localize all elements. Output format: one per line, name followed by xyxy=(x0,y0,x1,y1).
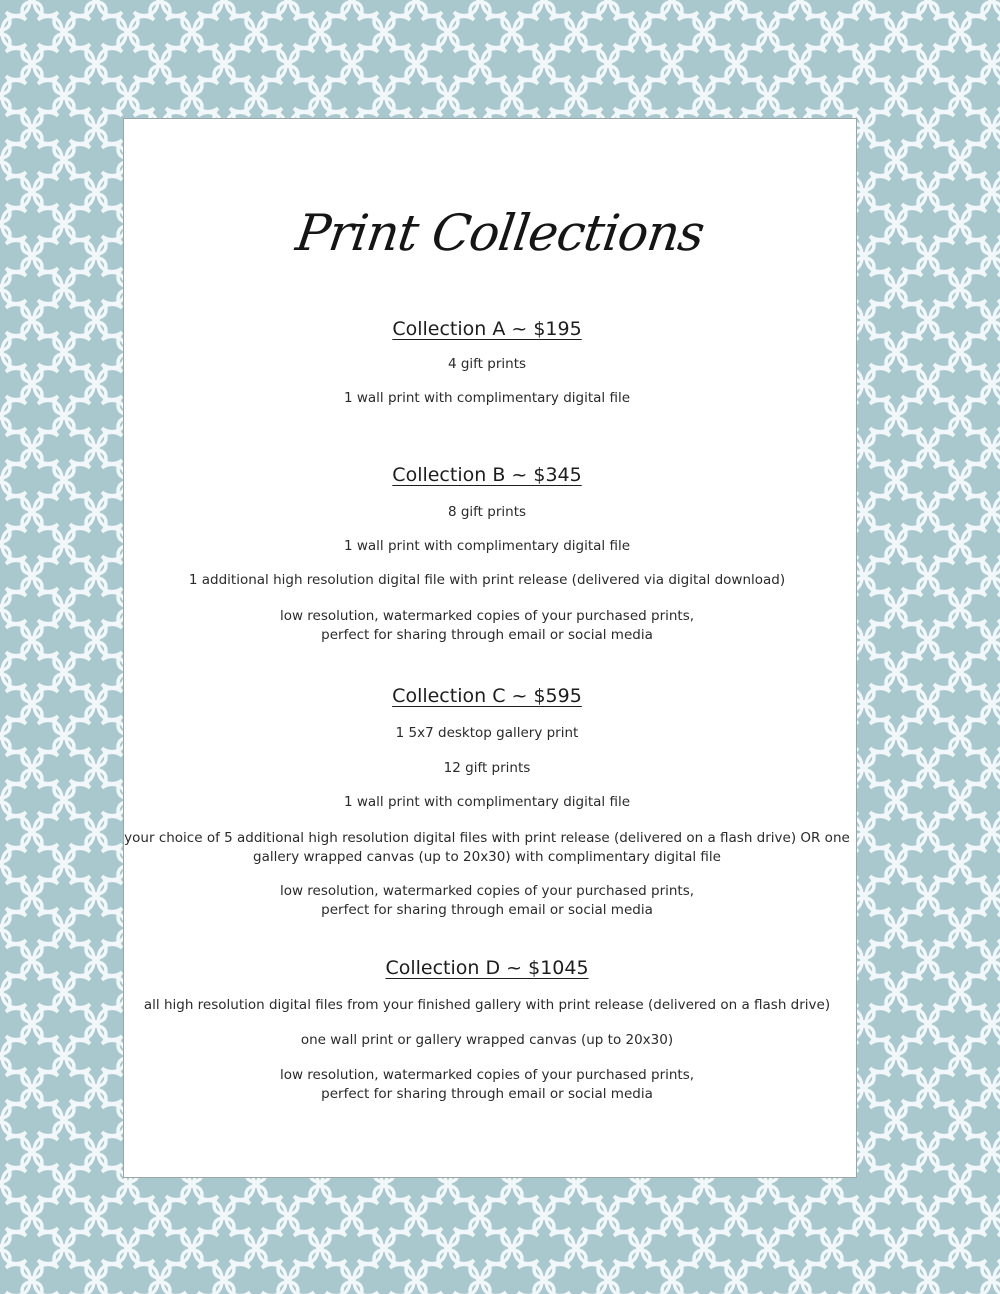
collection-b-item: 1 wall print with complimentary digital file xyxy=(343,538,631,554)
collection-c-item: 12 gift prints xyxy=(443,760,531,776)
collection-b-item: 8 gift prints xyxy=(447,504,527,520)
collection-c-item: low resolution, watermarked copies of your purchased prints, xyxy=(279,883,695,899)
collection-d-item: perfect for sharing through email or social media xyxy=(321,1086,653,1102)
content-card xyxy=(123,118,857,1178)
collection-a-item: 1 wall print with complimentary digital file xyxy=(343,390,631,406)
collection-b-item: perfect for sharing through email or social media xyxy=(321,627,653,643)
collection-a-item: 4 gift prints xyxy=(447,356,527,372)
collection-c-item: 1 5x7 desktop gallery print xyxy=(395,725,579,741)
collection-d-heading: Collection D ~ $1045 xyxy=(385,957,589,979)
collection-b-item: low resolution, watermarked copies of your purchased prints, xyxy=(279,608,695,624)
collection-c-heading: Collection C ~ $595 xyxy=(392,685,582,707)
collection-c-item: gallery wrapped canvas (up to 20x30) with complimentary digital file xyxy=(253,849,721,865)
collection-c-item: perfect for sharing through email or social media xyxy=(321,902,653,918)
collection-b-item: 1 additional high resolution digital file with print release (delivered via digital download) xyxy=(188,572,786,588)
collection-d-item: one wall print or gallery wrapped canvas (up to 20x30) xyxy=(300,1032,674,1048)
collection-d-item: low resolution, watermarked copies of your purchased prints, xyxy=(279,1067,695,1083)
collection-a-heading: Collection A ~ $195 xyxy=(392,318,582,340)
collection-b-heading: Collection B ~ $345 xyxy=(392,464,582,486)
collection-c-item: 1 wall print with complimentary digital file xyxy=(343,794,631,810)
collection-c-item: your choice of 5 additional high resolution digital files with print release (delivered on a flash drive) OR one xyxy=(124,830,850,846)
collection-d-item: all high resolution digital files from your finished gallery with print release (delivered on a flash drive) xyxy=(143,997,831,1013)
page-title: Print Collections xyxy=(292,204,708,262)
